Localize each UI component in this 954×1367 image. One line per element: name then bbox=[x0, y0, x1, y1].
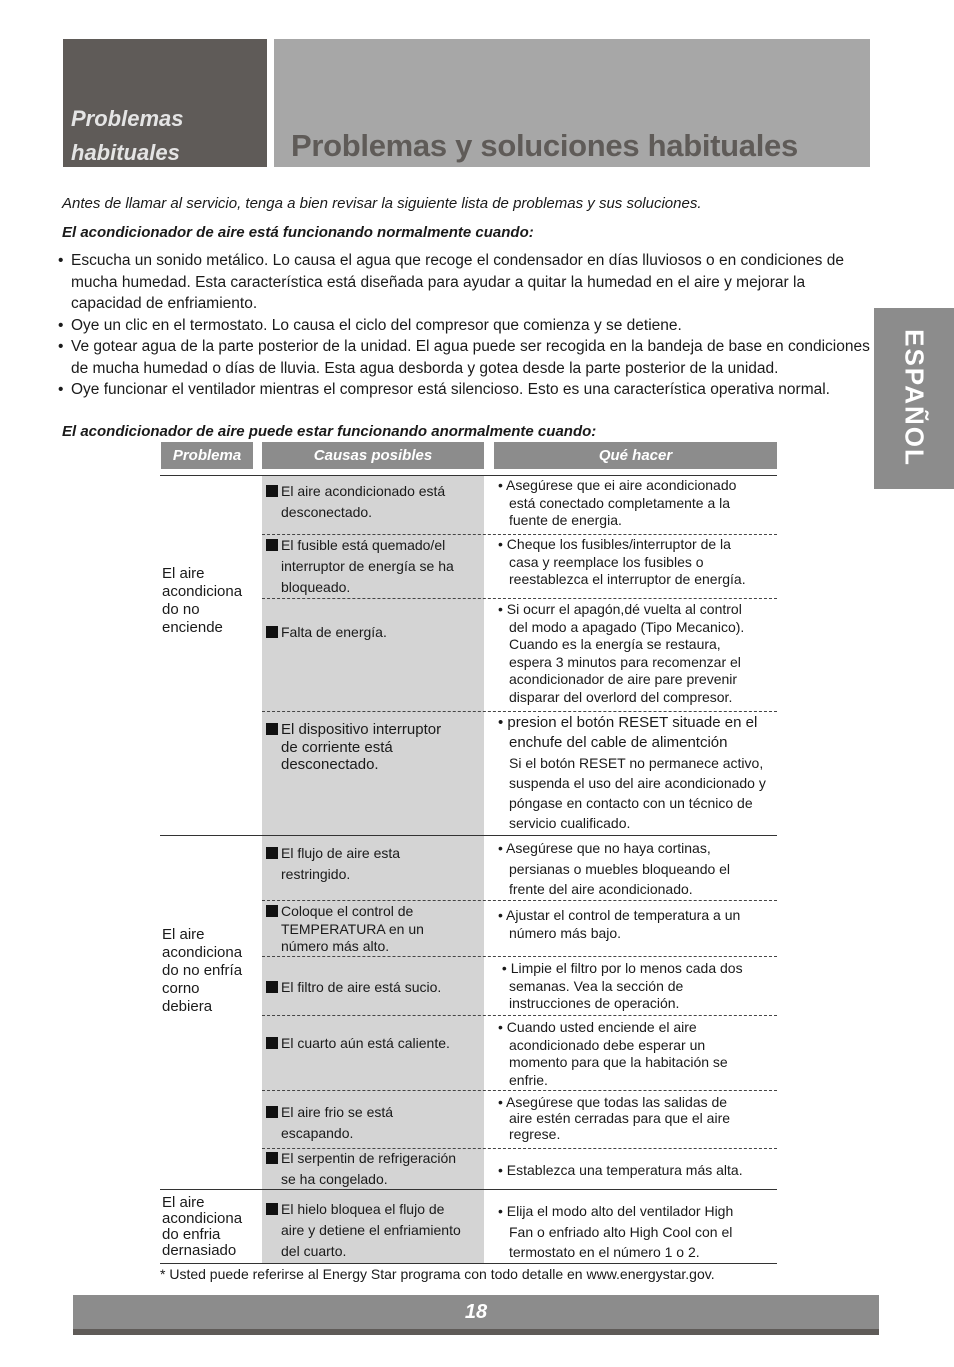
square-bullet-icon bbox=[266, 981, 278, 993]
intro-text: Antes de llamar al servicio, tenga a bien revisar la siguiente lista de problemas y sus soluciones. bbox=[62, 195, 702, 212]
list-item: • Escucha un sonido metálico. Lo causa el agua que recoge el condensador en días lluviosos o en condiciones de mucha humedad. Esta característica está diseñada para ayudar a quitar la humedad en el aire y mejorar la capacidad de enfriamiento. bbox=[58, 250, 870, 315]
list-item: • Oye funcionar el ventilador mientras el compresor está silencioso. Esto es una característica operativa normal. bbox=[58, 379, 870, 401]
table-rule bbox=[160, 1263, 777, 1264]
square-bullet-icon bbox=[266, 1106, 278, 1118]
col-header-todo: Qué hacer bbox=[494, 442, 777, 469]
list-item: • Ve gotear agua de la parte posterior de la unidad. El agua puede ser recogida en la bandeja de base en condiciones de mucha humedad o días de lluvia. Esta agua desborda y gotea desde la parte posterior de la unidad. bbox=[58, 336, 870, 379]
list-item: • Oye un clic en el termostato. Lo causa el ciclo del compresor que comienza y se detiene. bbox=[58, 315, 870, 337]
fix-1: • Cheque los fusibles/interruptor de la casa y reemplace los fusibles o reestablezca el interruptor de energía. bbox=[498, 536, 746, 587]
fix-10: • Elija el modo alto del ventilador High Fan o enfriado alto High Cool con el termostato en el número 1 o 2. bbox=[498, 1203, 734, 1260]
square-bullet-icon bbox=[266, 626, 278, 638]
row-divider bbox=[262, 1015, 777, 1016]
fix-6: • Limpie el filtro por lo menos cada dos semanas. Vea la sección de instrucciones de operación. bbox=[498, 960, 743, 1011]
fix-2: • Si ocurr el apagón,dé vuelta al control del modo a apagado (Tipo Mecanico). Cuando es la energía se restaura, espera 3 minutos para recomenzar el acondicionador de aire pare prevenir disparar del overlord del compresor. bbox=[498, 601, 745, 705]
section-label-line2: habituales bbox=[71, 140, 180, 165]
fix-0: • Asegúrese que ei aire acondicionado está conectado completamente a la fuente de energia. bbox=[498, 477, 737, 528]
cause-2: Falta de energía. bbox=[266, 622, 481, 643]
cause-6: El filtro de aire está sucio. bbox=[266, 977, 481, 998]
section-label-line1: Problemas bbox=[71, 106, 184, 131]
square-bullet-icon bbox=[266, 847, 278, 859]
cause-8: El aire frio se está escapando. bbox=[266, 1102, 481, 1144]
row-divider bbox=[262, 1090, 777, 1091]
square-bullet-icon bbox=[266, 905, 278, 917]
row-divider bbox=[262, 598, 777, 599]
square-bullet-icon bbox=[266, 1037, 278, 1049]
section-label-box bbox=[63, 39, 267, 167]
fix-3: • presion el botón RESET situade en el enchufe del cable de alimentción Si el botón RESET no permanece activo, suspenda el uso del aire acondicionado y póngase en contacto con un técnico de servicio cualificado. bbox=[498, 714, 766, 831]
fix-4: • Asegúrese que no haya cortinas, persianas o muebles bloqueando el frente del aire acondicionado. bbox=[498, 840, 731, 897]
row-divider bbox=[262, 711, 777, 712]
fix-8: • Asegúrese que todas las salidas de aire estén cerradas para que el aire regrese. bbox=[498, 1094, 731, 1142]
col-header-causes: Causas posibles bbox=[262, 442, 484, 469]
cause-0: El aire acondicionado está desconectado. bbox=[266, 481, 481, 523]
page-number: 18 bbox=[464, 1301, 488, 1323]
language-tab-label: ESPAÑOL bbox=[899, 329, 930, 467]
problem-1: El aire acondiciona do no enciende bbox=[162, 565, 243, 636]
cause-5: Coloque el control de TEMPERATURA en un número más alto. bbox=[266, 903, 481, 956]
square-bullet-icon bbox=[266, 723, 278, 735]
cause-7: El cuarto aún está caliente. bbox=[266, 1033, 481, 1054]
problem-3: El aire acondiciona do enfria dernasiado bbox=[162, 1194, 243, 1259]
footnote: * Usted puede referirse al Energy Star programa con todo detalle en www.energystar.gov. bbox=[160, 1266, 715, 1282]
square-bullet-icon bbox=[266, 1152, 278, 1164]
row-divider bbox=[262, 956, 777, 957]
problem-2: El aire acondiciona do no enfría corno debiera bbox=[162, 926, 243, 1015]
abnormal-heading: El acondicionador de aire puede estar funcionando anormalmente cuando: bbox=[62, 423, 597, 440]
square-bullet-icon bbox=[266, 1203, 278, 1215]
row-divider bbox=[262, 900, 777, 901]
col-header-problem: Problema bbox=[161, 442, 253, 469]
cause-9: El serpentin de refrigeración se ha congelado. bbox=[266, 1148, 481, 1190]
cause-1: El fusible está quemado/el interruptor de energía se ha bloqueado. bbox=[266, 535, 481, 598]
cause-4: El flujo de aire esta restringido. bbox=[266, 843, 481, 885]
footer-rule bbox=[73, 1329, 879, 1335]
table-rule bbox=[160, 835, 777, 836]
normal-heading: El acondicionador de aire está funcionando normalmente cuando: bbox=[62, 224, 534, 241]
title-box bbox=[274, 39, 870, 167]
fix-7: • Cuando usted enciende el aire acondicionado debe esperar un momento para que la habitación se enfrie. bbox=[498, 1019, 728, 1088]
language-tab bbox=[874, 308, 954, 489]
square-bullet-icon bbox=[266, 485, 278, 497]
square-bullet-icon bbox=[266, 539, 278, 551]
cause-3: El dispositivo interruptor de corriente está desconectado. bbox=[266, 721, 481, 774]
fix-5: • Ajustar el control de temperatura a un número más bajo. bbox=[498, 907, 741, 941]
fix-9: • Establezca una temperatura más alta. bbox=[498, 1162, 743, 1178]
table-rule bbox=[160, 475, 777, 476]
page-footer-bar bbox=[73, 1295, 879, 1329]
page-title: Problemas y soluciones habituales bbox=[291, 128, 798, 163]
cause-10: El hielo bloquea el flujo de aire y detiene el enfriamiento del cuarto. bbox=[266, 1199, 481, 1262]
normal-list bbox=[58, 250, 870, 401]
